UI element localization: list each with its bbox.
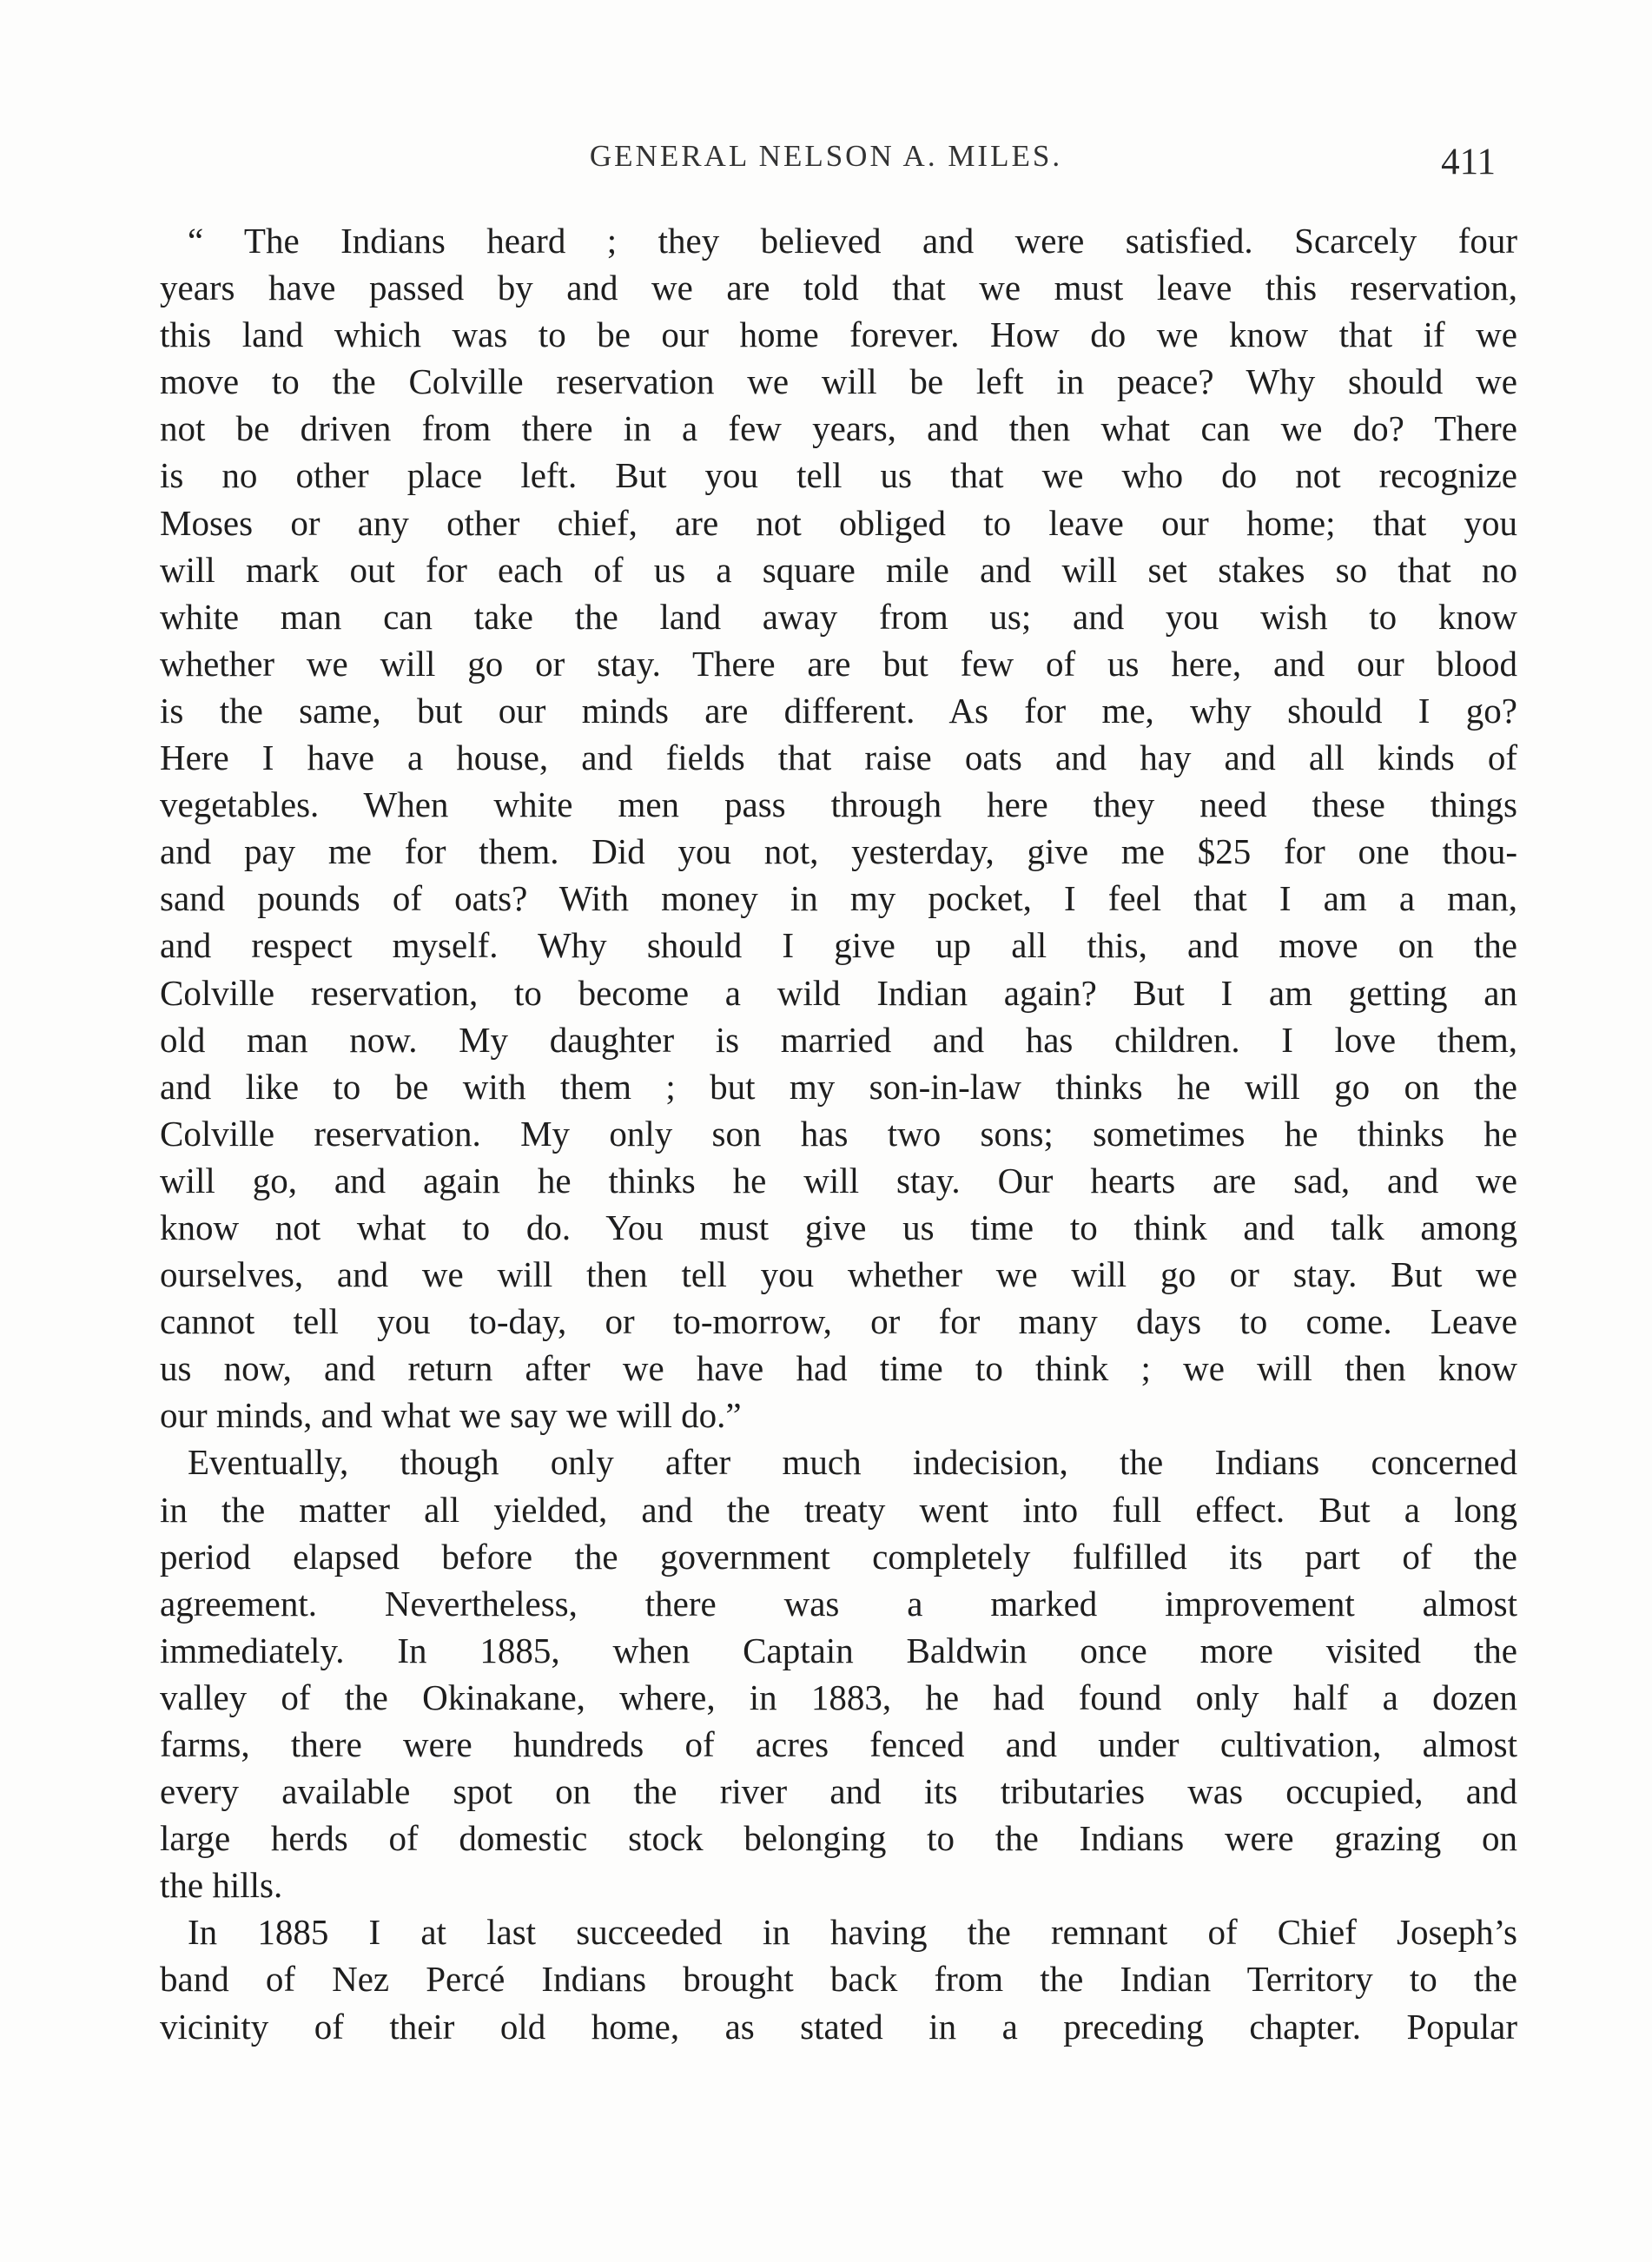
text-line: our minds, and what we say we will do.” — [160, 1395, 742, 1436]
text-line: us now, and return after we have had time to think ; we will then know — [160, 1348, 1517, 1389]
text-line: “ The Indians heard ; they believed and were satisfied. Scarcely four — [188, 221, 1517, 261]
running-title: GENERAL NELSON A. MILES. — [589, 139, 1063, 173]
text-line: Here I have a house, and fields that raise oats and hay and all kinds of — [160, 737, 1517, 778]
body-text — [160, 217, 1517, 2050]
text-line: this land which was to be our home forever. How do we know that if we — [160, 314, 1517, 355]
text-line: not be driven from there in a few years, and then what can we do? There — [160, 408, 1517, 449]
text-line: agreement. Nevertheless, there was a marked improvement almost — [160, 1583, 1517, 1624]
text-line: whether we will go or stay. There are but few of us here, and our blood — [160, 643, 1517, 684]
text-line: and pay me for them. Did you not, yesterday, give me $25 for one thou- — [160, 831, 1517, 872]
text-line: is no other place left. But you tell us that we who do not recognize — [160, 455, 1517, 496]
text-line: will mark out for each of us a square mile and will set stakes so that no — [160, 549, 1517, 590]
text-line: valley of the Okinakane, where, in 1883, he had found only half a dozen — [160, 1677, 1517, 1717]
page-header — [0, 139, 1652, 191]
text-line: Colville reservation. My only son has two sons; sometimes he thinks he — [160, 1113, 1517, 1154]
text-line: and like to be with them ; but my son-in-law thinks he will go on the — [160, 1066, 1517, 1107]
text-line: is the same, but our minds are different. As for me, why should I go? — [160, 690, 1517, 731]
text-line: large herds of domestic stock belonging to the Indians were grazing on — [160, 1818, 1517, 1859]
text-line: white man can take the land away from us; and you wish to know — [160, 596, 1517, 637]
text-line: years have passed by and we are told that we must leave this reservation, — [160, 268, 1517, 308]
text-line: know not what to do. You must give us time to think and talk among — [160, 1207, 1517, 1247]
page-number: 411 — [1441, 142, 1496, 182]
text-line: ourselves, and we will then tell you whether we will go or stay. But we — [160, 1254, 1517, 1295]
text-line: vegetables. When white men pass through here they need these things — [160, 784, 1517, 825]
text-line: cannot tell you to-day, or to-morrow, or for many days to come. Leave — [160, 1301, 1517, 1342]
text-line: in the matter all yielded, and the treaty went into full effect. But a long — [160, 1489, 1517, 1530]
text-line: the hills. — [160, 1865, 283, 1906]
text-line: In 1885 I at last succeeded in having the remnant of Chief Joseph’s — [188, 1912, 1517, 1953]
text-line: and respect myself. Why should I give up all this, and move on the — [160, 925, 1517, 966]
text-line: vicinity of their old home, as stated in a preceding chapter. Popular — [160, 2006, 1517, 2047]
text-line: will go, and again he thinks he will stay. Our hearts are sad, and we — [160, 1160, 1517, 1200]
text-line: band of Nez Percé Indians brought back from the Indian Territory to the — [160, 1959, 1517, 2000]
text-line: every available spot on the river and its tributaries was occupied, and — [160, 1771, 1517, 1812]
text-line: old man now. My daughter is married and has children. I love them, — [160, 1019, 1517, 1060]
text-line: farms, there were hundreds of acres fenced and under cultivation, almost — [160, 1724, 1517, 1764]
text-line: move to the Colville reservation we will be left in peace? Why should we — [160, 361, 1517, 402]
text-line: Moses or any other chief, are not obliged to leave our home; that you — [160, 502, 1517, 543]
text-line: Eventually, though only after much indecision, the Indians concerned — [188, 1442, 1517, 1483]
text-line: period elapsed before the government completely fulfilled its part of the — [160, 1536, 1517, 1577]
text-line: Colville reservation, to become a wild Indian again? But I am getting an — [160, 972, 1517, 1013]
text-line: immediately. In 1885, when Captain Baldwin once more visited the — [160, 1630, 1517, 1670]
text-line: sand pounds of oats? With money in my pocket, I feel that I am a man, — [160, 878, 1517, 919]
